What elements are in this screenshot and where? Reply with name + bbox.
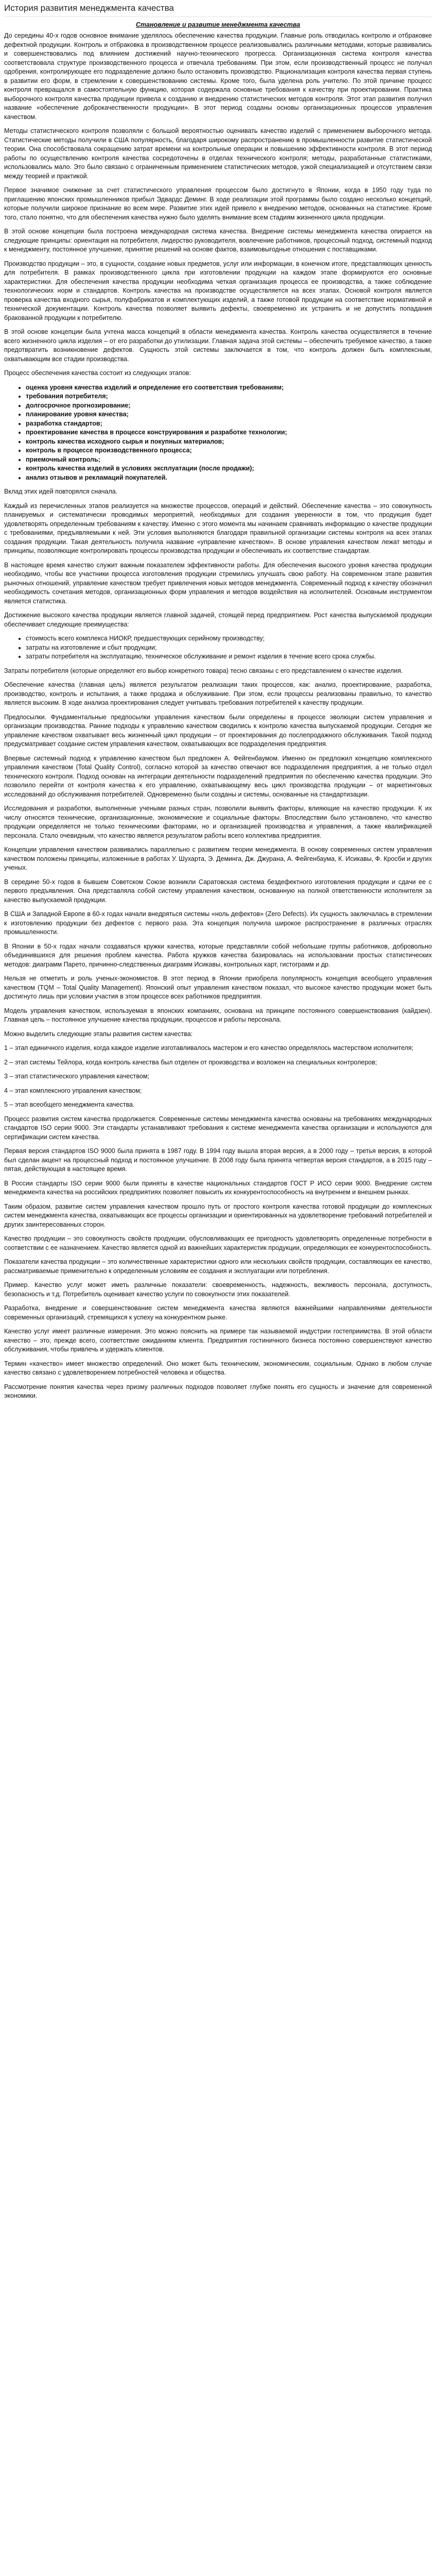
body-paragraph: Качество услуг имеет различные измерения. Это можно пояснить на примере так называемой индустрии гостеприимства. В этой области качество – это, прежде всего, соответствие ожиданиям клиента. Предприятия гостиничного бизнеса постоянно совершенствуют качество обслуживания, чтобы привлечь и удержать клиентов.: [4, 1328, 432, 1353]
page-title: История развития менеджмента качества: [4, 3, 432, 17]
body-paragraph: В России стандарты ISO серии 9000 были приняты в качестве национальных стандартов ГОСТ Р ИСО серии 9000. Внедрение систем менеджмента качества на российских предприятиях позволяет повысить их конкурентоспособность на внутреннем и внешнем рынках.: [4, 1179, 432, 1196]
body-paragraph: Производство продукции – это, в сущности, создание новых предметов, услуг или информации, в конечном итоге, представляющих ценность для потребителя. В рамках производственного цикла при изготовлении продукции на каждом этапе формируются его основные характеристики. Для обеспечения качества продукции необходима четкая организация процесса ее производства, а также соблюдение технологических норм и стандартов. Контроль качества на производстве осуществляется на всех этапах. Основой контроля является проверка качества входного сырья, полуфабрикатов и комплектующих изделий, а также готовой продукции на соответствие нормативной и технической документации. Контроль качества позволяет выявить дефекты, своевременно их устранить и не допустить попадания бракованной продукции к потребителю.: [4, 260, 432, 321]
body-paragraph: В этой основе концепции была учтена масса концепций в области менеджмента качества. Контроль качества осуществляется в течение всего жизненного цикла изделия – от его разработки до утилизации. Главная задача этой системы – обеспечить требуемое качество, а также предотвратить возникновение дефектов. Сущность этой системы заключается в том, что контроль должен быть комплексным, охватывающим все стадии производства.: [4, 328, 432, 363]
stage-list-item: • требования потребителя;: [26, 392, 432, 401]
body-paragraph: Модель управления качеством, используемая в японских компаниях, основана на принципе постоянного совершенствования (кайдзен). Главная цель – постоянное улучшение качества продукции, процессов и работы персонала.: [4, 1007, 432, 1023]
advantage-list-item: • затраты на изготовление и сбыт продукции;: [26, 643, 432, 653]
dev-stage-item: 2 – этап системы Тейлора, когда контроль качества был отделен от производства и возложен на специальных контролеров;: [4, 1058, 377, 1066]
body-paragraph: Показатели качества продукции – это количественные характеристики одного или нескольких свойств продукции, составляющих ее качество, рассматриваемые применительно к определенным условиям ее создания и эксплуатации или потребления.: [4, 1258, 432, 1275]
body-paragraph: Процесс обеспечения качества состоит из следующих этапов:: [4, 369, 191, 377]
stage-list-item: • контроль качества исходного сырья и покупных материалов;: [26, 437, 432, 447]
body-paragraph: Затраты потребителя (которые определяют его выбор конкретного товара) тесно связаны с его представлением о качестве изделия.: [4, 667, 403, 674]
stage-list-item: • долгосрочное прогнозирование;: [26, 401, 432, 411]
advantages-list: [4, 634, 432, 662]
stage-list-item: • анализ отзывов и рекламаций покупателей.: [26, 473, 432, 483]
stage-list-item: • разработка стандартов;: [26, 419, 432, 429]
after-advantages-sections: [4, 667, 432, 1025]
body-paragraph: До середины 40-х годов основное внимание уделялось обеспечению качества продукции. Главные роль отводилась контролю и отбраковке дефектной продукции. Контроль и отбраковка в производственном процессе реализовывались различными методами, которые развивались и совершенствовались под влиянием достижений научно-технического прогресса. Организационная система контроля качества соответствовала структуре производственного процесса и отвечала требованиям. При этом, если производственный процесс не получал одобрения, контролирующее его подразделение должно было остановить производство. Рационализация контроля качества первая ступень в развитии его форм, в стремлении к совершенствованию системы. Кроме того, была уделена роль учителю. По этой причине процесс контроля превращался в самостоятельную функцию, которая содержала основные требования к качеству при проектировании. Практика выборочного контроля качества продукции привела к созданию и внедрению статистических методов контроля. Этот этап развития получил название «обеспечение доброкачественности продукции». В этот период созданы основы организационных процессов управления качеством.: [4, 32, 432, 121]
stage-list-item: • оценка уровня качества изделий и определение его соответствия требованиям;: [26, 383, 432, 393]
dev-stage-item: 3 – этап статистического управления качеством;: [4, 1073, 149, 1080]
body-paragraph: Таким образом, развитие систем управления качеством прошло путь от простого контроля качества готовой продукции до комплексных систем менеджмента качества, охватывающих все процессы организации и ориентированных на удовлетворение требований потребителей и других заинтересованных сторон.: [4, 1202, 432, 1228]
quality-stages-list: [4, 383, 432, 483]
body-paragraph: Первое значимое снижение за счет статистического управления процессом было достигнуто в Японии, когда в 1950 году туда по приглашению японских промышленников прибыл Эдвардс Деминг. В ходе реализации этой программы было создано несколько концепций, которые получили широкое признание во всем мире. Развитие этих идей привело к внедрению методов, основанных на статистике. Кроме того, стало понятно, что для обеспечения качества нужно было уделять внимание всем стадиям жизненного цикла продукции.: [4, 187, 432, 221]
body-paragraph: Достижение высокого качества продукции является главной задачей, стоящей перед предприятием. Рост качества выпускаемой продукции обеспечивает следующие преимущества:: [4, 612, 432, 628]
after-dev-sections: [4, 1115, 432, 1401]
body-paragraph: Исследования и разработки, выполненные учеными разных стран, позволили выявить факторы, влияющие на качество продукции. К их числу относятся технические, организационные, экономические и социальные факторы. Впоследствии было установлено, что качество продукции определяется не только техническими факторами, но и организацией производства и управления, а также квалификацией персонала. Стало очевидным, что качество является результатом работы всего коллектива предприятия.: [4, 805, 432, 839]
body-paragraph: В США и Западной Европе в 60-х годах начали внедряться системы «ноль дефектов» (Zero Defects). Их сущность заключалась в стремлении к изготовлению продукции без дефектов с первого раза. Эта концепция получила широкое распространение в различных отраслях промышленности.: [4, 910, 432, 936]
body-paragraph: Разработка, внедрение и совершенствование систем менеджмента качества являются важнейшими направлениями деятельности современных организаций, стремящихся к успеху на конкурентном рынке.: [4, 1304, 432, 1321]
stage-list-item: • планирование уровня качества;: [26, 410, 432, 419]
body-paragraph: Впервые системный подход к управлению качеством был предложен А. Фейгенбаумом. Именно он предложил концепцию комплексного управления качеством (Total Quality Control), согласно которой за качество отвечают все подразделения предприятия, а не только отдел технического контроля. Подход основан на интеграции деятельности подразделений предприятия по обеспечению качества продукции. Это позволило перейти от контроля качества к его управлению, охватывающему весь цикл производства продукции – от маркетинговых исследований до обслуживания потребителей. Одновременно были созданы и системы, основанные на стандартизации.: [4, 754, 432, 798]
body-paragraph: Пример. Качество услуг может иметь различные показатели: своевременность, надежность, вежливость персонала, доступность, безопасность и т.д. Потребитель оценивает качество услуги по совокупности этих показателей.: [4, 1281, 432, 1298]
body-paragraph: Рассмотрение понятия качества через призму различных подходов позволяет глубже понять его сущность и значение для современной экономики.: [4, 1383, 432, 1399]
body-paragraph: Концепции управления качеством развивались параллельно с развитием теории менеджмента. В основу современных систем управления качеством положены принципы, изложенные в работах У. Шухарта, Э. Деминга, Дж. Джурана, А. Фейгенбаума, К. Исикавы, Ф. Кросби и других ученых.: [4, 846, 432, 871]
body-paragraph: Обеспечение качества (главная цель) является результатом реализации таких процессов, как: анализ, проектирование, разработка, производство, контроль и испытания, а также продажа и обслуживание. При этом, если процессы реализованы правильно, то качество является высоким. В ходе анализа проектирования следует учитывать требования потребителей к качеству продукции.: [4, 681, 432, 706]
body-paragraph: В Японии в 50-х годах начали создаваться кружки качества, которые представляли собой небольшие группы работников, добровольно объединившихся для решения проблем качества. Работа кружков качества базировалась на использовании простых статистических методов: диаграмм Парето, причинно-следственных диаграмм Исикавы, контрольных карт, гистограмм и др.: [4, 942, 432, 968]
body-paragraph: В середине 50-х годов в бывшем Советском Союзе возникли Саратовская система бездефектного изготовления продукции и сдачи ее с первого предъявления. Она представляла собой систему управления качеством, основанную на полной ответственности исполнителя за качество выпускаемой продукции.: [4, 878, 432, 904]
body-paragraph: Качество продукции – это совокупность свойств продукции, обусловливающих ее пригодность удовлетворять определенные потребности в соответствии с ее назначением. Качество является одной из важнейших характеристик продукции, определяющих ее конкурентоспособность.: [4, 1235, 432, 1251]
dev-stage-item: 5 – этап всеобщего менеджмента качества.: [4, 1101, 135, 1108]
advantage-list-item: • стоимость всего комплекса НИОКР, предшествующих серийному производству;: [26, 634, 432, 643]
stage-list-item: • контроль качества изделий в условиях эксплуатации (после продажи);: [26, 464, 432, 473]
body-paragraph: Вклад этих идей повторялся сначала.: [4, 488, 118, 495]
stage-list-item: • контроль в процессе производственного процесса;: [26, 446, 432, 455]
body-paragraph: Каждый из перечисленных этапов реализуется на множестве процессов, операций и действий. Обеспечение качества – это совокупность планируемых и систематически проводимых мероприятий, необходимых для создания уверенности в том, что продукция будет удовлетворять определенным требованиям к качеству. Именно с этого момента мы начинаем сравнивать информацию о качестве продукции с требованиями, предъявляемыми к ней. Эти условия выполняются благодаря правильной организации системы контроля на всех этапах создания продукции. Такая деятельность получила название «управление качеством». В основе управления качеством лежат методы и принципы, позволяющие контролировать процессы производства продукции и обеспечивать их соответствие стандартам.: [4, 502, 432, 554]
intro-sections: [4, 31, 432, 378]
body-paragraph: Предпосылки. Фундаментальные предпосылки управления качеством были определены в процессе эволюции систем управления и организации производства. Ранние подходы к управлению качеством сводились к контролю качества выпускаемой продукции. Сегодня же управление качеством охватывает весь жизненный цикл продукции – от проектирования до послепродажного обслуживания. Такой подход предусматривает создание систем управления качеством, охватывающих все подразделения предприятия.: [4, 713, 432, 748]
body-paragraph: Нельзя не отметить и роль ученых-экономистов. В этот период в Японии приобрела популярность концепция всеобщего управления качеством (TQM – Total Quality Management). Японский опыт управления качеством показал, что высокое качество продукции может быть достигнуто лишь при условии участия в этом процессе всех работников предприятия.: [4, 975, 432, 1000]
stage-list-item: • приемочный контроль;: [26, 455, 432, 465]
body-paragraph: Первая версия стандартов ISO 9000 была принята в 1987 году. В 1994 году вышла вторая версия, а в 2000 году – третья версия, в которой был сделан акцент на процессный подход и постоянное улучшение. В 2008 году была принята четвертая версия стандартов, а в 2015 году – пятая, действующая в настоящее время.: [4, 1147, 432, 1173]
body-paragraph: Методы статистического контроля позволяли с большой вероятностью оценивать качество изделий с применением выборочного метода. Статистические методы получили в США популярность, благодаря широкому распространению в промышленности развитие статистической теории. Она способствовала сокращению затрат времени на контрольные операции и повышению эффективности контроля. В этот период работы по осуществлению контроля качества сосредоточены в отделах технического контроля; методы, разработанные статистиками, использовались мало. Это было связано с ограниченным применением статистических методов, узкой специализацией и отсутствием связи между теорией и практикой.: [4, 127, 432, 180]
dev-stage-item: 1 – этап единичного изделия, когда каждое изделие изготавливалось мастером и его качество определялось мастерством исполнителя;: [4, 1044, 414, 1052]
dev-stage-item: 4 – этап комплексного управления качеством;: [4, 1087, 142, 1094]
advantage-list-item: • затраты потребителя на эксплуатацию, техническое обслуживание и ремонт изделия в течение всего срока службы.: [26, 652, 432, 662]
after-stages-sections: [4, 487, 432, 629]
stage-list-item: • проектирование качества в процессе конструирования и разработке технологии;: [26, 428, 432, 437]
body-paragraph: Термин «качество» имеет множество определений. Оно может быть техническим, экономическим, социальным. Однако в любом случае качество связано с удовлетворением потребностей человека и общества.: [4, 1360, 432, 1376]
page-subtitle: Становление и развитие менеджмента качества: [135, 21, 301, 28]
body-paragraph: В этой основе концепции была построена международная система качества. Внедрение системы менеджмента качества опирается на следующие принципы: ориентация на потребителя, лидерство руководителя, вовлечение работников, процессный подход, системный подход к менеджменту, постоянное улучшение, принятие решений на основе фактов, взаимовыгодные отношения с поставщиками.: [4, 228, 432, 253]
body-paragraph: В настоящее время качество служит важным показателем эффективности работы. Для обеспечения высокого уровня качества продукции необходимо, чтобы все участники процесса изготовления продукции стремились улучшать свою работу. На современном этапе развития рыночных отношений, управление качеством требует привлечения новых методов менеджмента. Современный подход к качеству обозначил необходимость сочетания методов, организационных форм управления и методов воздействия на исполнителей. Основным инструментом является статистика.: [4, 561, 432, 605]
dev-stages-list: [4, 1044, 432, 1110]
body-paragraph: Процесс развития систем качества продолжается. Современные системы менеджмента качества основаны на требованиях международных стандартов ISO серии 9000. Эти стандарты устанавливают требования к системе менеджмента качества организации и используются для сертификации систем качества.: [4, 1115, 432, 1141]
dev-stages-title: Можно выделить следующие этапы развития систем качества:: [4, 1030, 193, 1038]
